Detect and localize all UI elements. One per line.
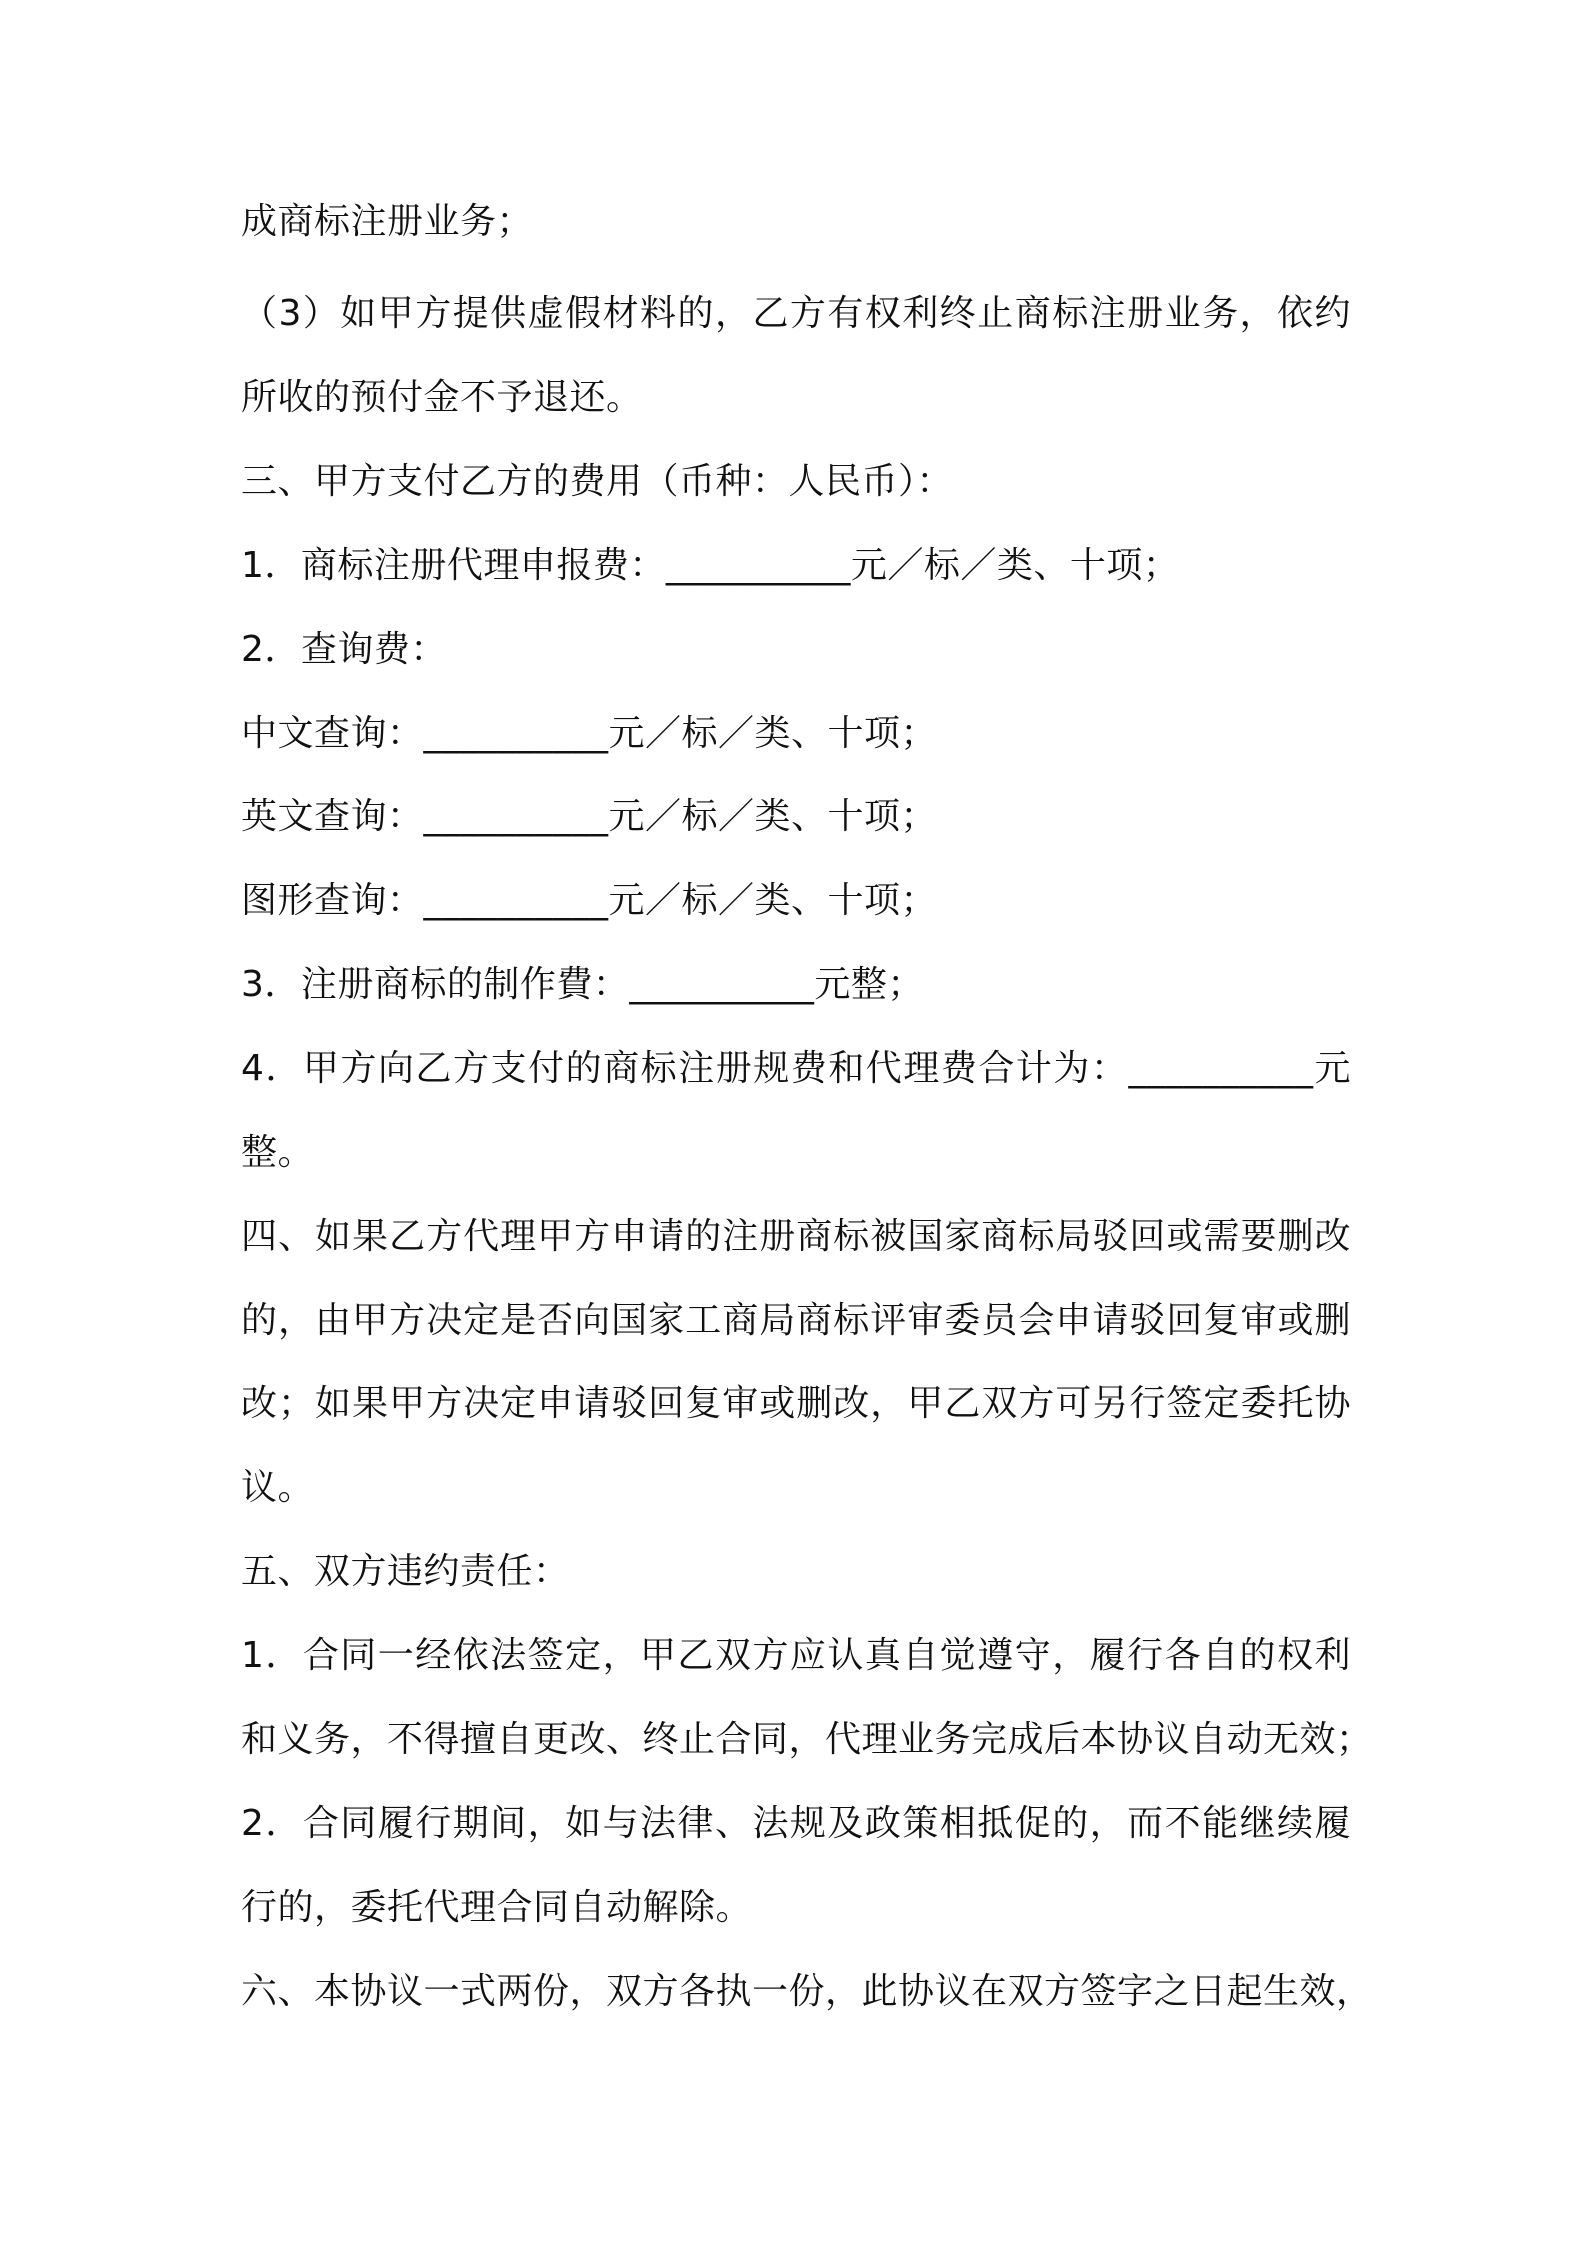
section-heading: 五、双方违约责任： [241,1551,570,1592]
text-line: 中文查询：__________元／标／类、十项； [241,713,938,754]
section-heading: 三、甲方支付乙方的费用（币种：人民币）： [241,461,954,502]
section-heading: 六、本协议一式两份，双方各执一份，此协议在双方签字之日起生效， [241,1971,1373,2012]
text-line: 整。 [241,1132,315,1173]
text-line: 和义务，不得擅自更改、终止合同，代理业务完成后本协议自动无效； [241,1719,1373,1760]
text-line: 议。 [241,1467,315,1508]
text-line: 英文查询：__________元／标／类、十项； [241,796,938,837]
text-line: 1．商标注册代理申报费：__________元／标／类、十项； [241,545,1180,586]
text-line: （3）如甲方提供虚假材料的，乙方有权利终止商标注册业务，依约 [241,293,1351,334]
section-heading: 四、如果乙方代理甲方申请的注册商标被国家商标局驳回或需要删改 [241,1216,1351,1257]
text-line: 3．注册商标的制作費：__________元整； [241,964,924,1005]
text-line: 所收的预付金不予退还。 [241,377,643,418]
text-line: 成商标注册业务； [241,201,534,242]
text-line: 行的，委托代理合同自动解除。 [241,1887,753,1928]
text-line: 的，由甲方决定是否向国家工商局商标评审委员会申请驳回复审或删 [241,1300,1351,1341]
text-line: 图形查询：__________元／标／类、十项； [241,880,938,921]
text-line: 改；如果甲方决定申请驳回复审或删改，甲乙双方可另行签定委托协 [241,1383,1351,1424]
text-line: 4．甲方向乙方支付的商标注册规费和代理费合计为：__________元 [241,1048,1351,1089]
text-line: 1．合同一经依法签定，甲乙双方应认真自觉遵守，履行各自的权利 [241,1635,1351,1676]
text-line: 2．合同履行期间，如与法律、法规及政策相抵促的，而不能继续履 [241,1803,1351,1844]
text-line: 2．查询费： [241,629,447,670]
